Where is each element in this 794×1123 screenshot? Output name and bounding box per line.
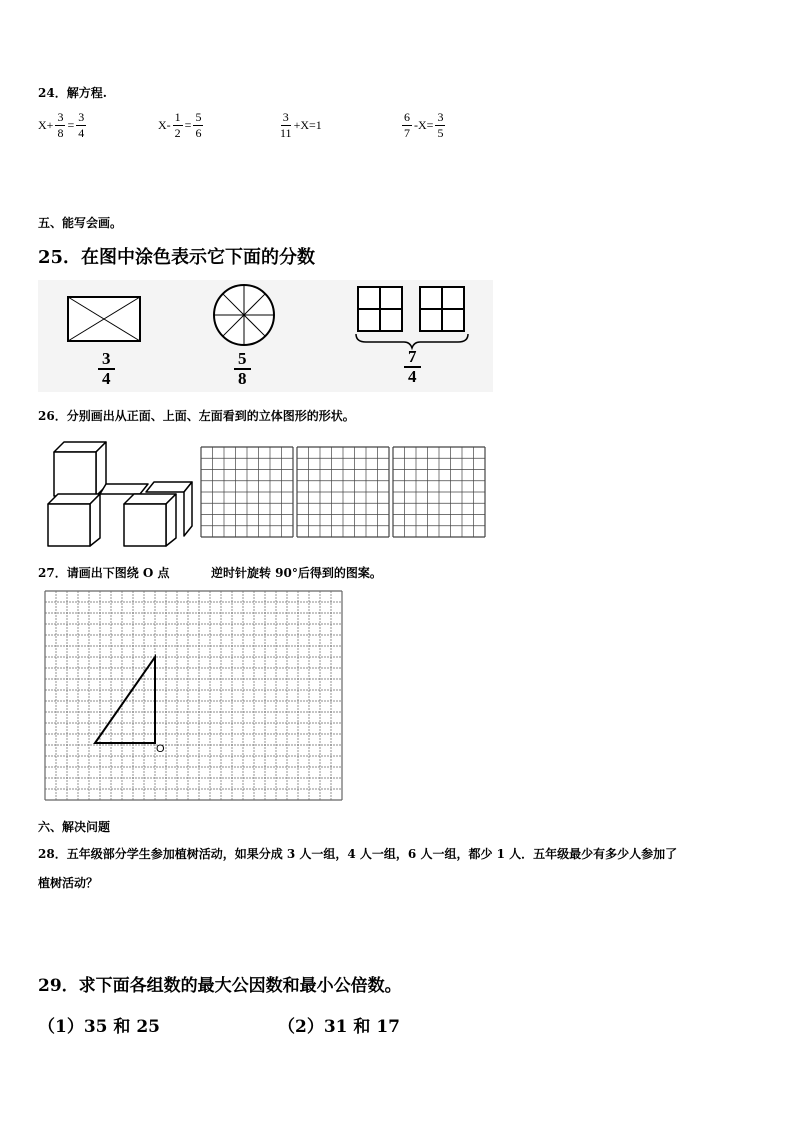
point-o-label: O: [156, 743, 165, 755]
eq1-fraction-b: $\frac{3}{4}$: [78, 110, 85, 140]
q27-title-b: 逆时针旋转 90°后得到的图案。: [211, 566, 382, 580]
q28-line2: 植树活动？: [38, 876, 99, 890]
q29-item-2: （2）31 和 17: [278, 1017, 400, 1037]
q25-title: 25．在图中涂色表示它下面的分数: [38, 247, 316, 268]
section5-title: 五、能写会画。: [38, 216, 123, 230]
circle-eighths: [214, 285, 274, 345]
equation-1: [38, 110, 88, 141]
section6-title: 六、解决问题: [38, 820, 111, 834]
q27-title-a: 27．请画出下图绕 O 点: [38, 566, 170, 580]
rectangle-with-diagonals: [68, 297, 140, 341]
eq4-fraction-a: $\frac{6}{7}$: [404, 110, 410, 140]
eq4-fraction-b: $\frac{3}{5}$: [437, 110, 444, 140]
grid-front-view[interactable]: [201, 447, 295, 539]
q28-line1: 28．五年级部分学生参加植树活动，如果分成 3 人一组，4 人一组，6 人一组，都少 1 人．五年级最少有多少人参加了: [38, 847, 678, 861]
eq1-fraction-a: $\frac{3}{8}$: [57, 110, 64, 140]
q29-title: 29．求下面各组数的最大公因数和最小公倍数。: [38, 976, 402, 996]
eq3-rest: +X=1: [293, 118, 322, 132]
fraction-five-eighths: 5 8: [234, 350, 251, 388]
q26-title: 26．分别画出从正面、上面、左面看到的立体图形的形状。: [38, 409, 355, 423]
eq1-equals: =: [67, 118, 75, 132]
eq3-fraction-a: $\frac{3}{11}$: [280, 110, 292, 140]
fraction-three-quarters: 3 4: [98, 350, 115, 388]
fraction-seven-quarters: 7 4: [404, 348, 421, 386]
q24-title: 24．解方程.: [38, 86, 107, 100]
equation-2: [158, 110, 205, 141]
eq1-prefix: X+: [38, 118, 54, 132]
eq2-prefix: X-: [158, 118, 171, 132]
equation-3: [278, 110, 322, 141]
eq2-equals: =: [184, 118, 192, 132]
cube-stack: [44, 440, 194, 548]
eq2-fraction-b: $\frac{5}{6}$: [195, 110, 202, 140]
q29-item-1: （1）35 和 25: [38, 1017, 160, 1037]
grid-left-view[interactable]: [393, 447, 487, 539]
equation-4: [400, 110, 447, 141]
eq4-minus-x: -X=: [414, 118, 434, 132]
eq2-fraction-a: $\frac{1}{2}$: [174, 110, 181, 140]
grid-top-view[interactable]: [297, 447, 391, 539]
triangle-figure: [45, 591, 345, 805]
